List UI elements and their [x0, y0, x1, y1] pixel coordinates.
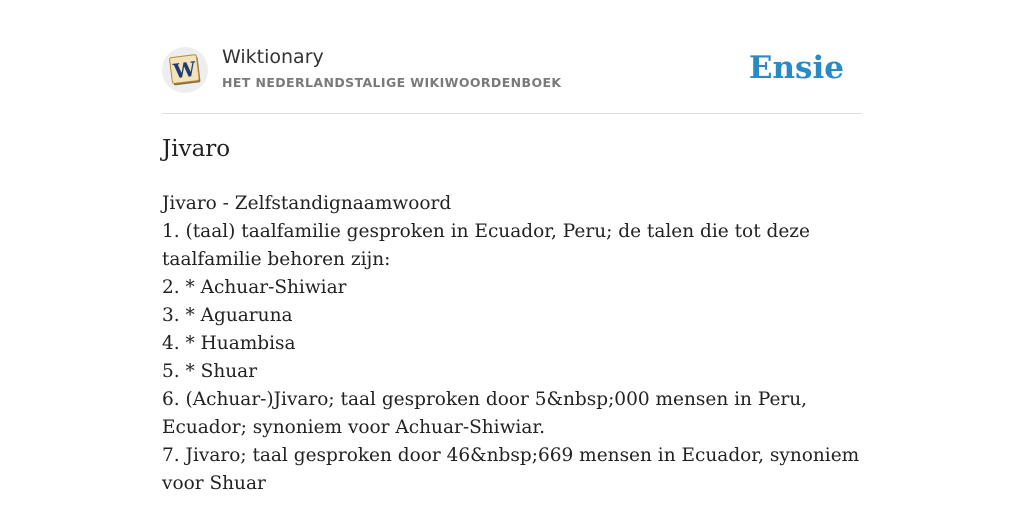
site-name[interactable]: Wiktionary: [222, 46, 324, 68]
definition-body: [162, 190, 862, 498]
site-subtitle: HET NEDERLANDSTALIGE WIKIWOORDENBOEK: [222, 75, 562, 90]
definition-line: Jivaro - Zelfstandignaamwoord: [162, 193, 452, 214]
wiktionary-tile-icon: [166, 51, 204, 89]
header: [162, 0, 862, 114]
definition-line: 3. * Aguaruna: [162, 305, 293, 326]
definition-line: 6. (Achuar-)Jivaro; taal gesproken door 5&nbsp;000 mensen in Peru, Ecuador; synoniem voor Achuar-Shiwiar.: [162, 389, 808, 438]
definition-line: 2. * Achuar-Shiwiar: [162, 277, 347, 298]
definition-line: 7. Jivaro; taal gesproken door 46&nbsp;669 mensen in Ecuador, synoniem voor Shuar: [162, 445, 860, 494]
entry-card: [162, 0, 862, 494]
definition-line: 1. (taal) taalfamilie gesproken in Ecuador, Peru; de talen die tot deze taalfamilie behoren zijn:: [162, 221, 810, 270]
wiktionary-logo[interactable]: [162, 47, 208, 93]
page-title: Jivaro: [162, 136, 231, 162]
logo-letter: W: [171, 56, 198, 84]
ensie-brand-link[interactable]: Ensie: [748, 50, 844, 86]
definition-line: 5. * Shuar: [162, 361, 258, 382]
definition-line: 4. * Huambisa: [162, 333, 296, 354]
